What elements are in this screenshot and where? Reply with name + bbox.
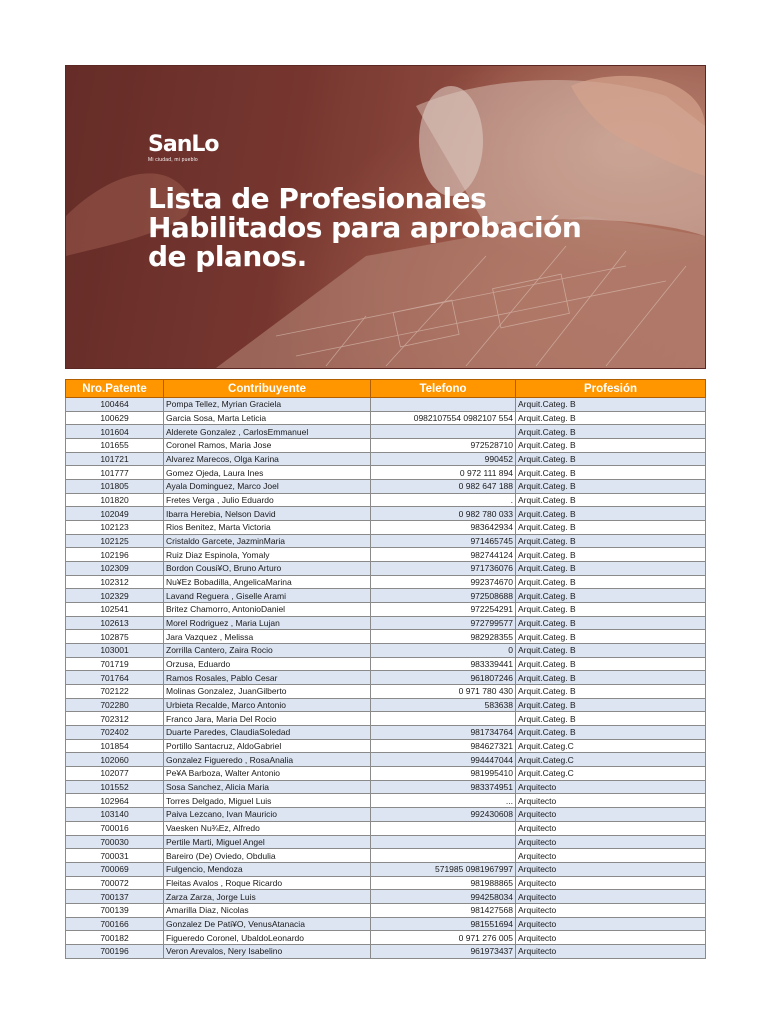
table-row — [66, 685, 706, 699]
patent-number-cell: 103140 — [66, 808, 164, 822]
patent-number-cell: 102123 — [66, 521, 164, 535]
patent-number-cell: 101552 — [66, 780, 164, 794]
patent-number-cell: 700072 — [66, 876, 164, 890]
table-row — [66, 452, 706, 466]
patent-number-cell: 101820 — [66, 493, 164, 507]
contributor-name-cell: Figueredo Coronel, UbaldoLeonardo — [164, 931, 371, 945]
table-row — [66, 562, 706, 576]
profession-cell: Arquit.Categ. B — [516, 411, 706, 425]
profession-cell: Arquitecto — [516, 862, 706, 876]
contributor-name-cell: Rios Benitez, Marta Victoria — [164, 521, 371, 535]
contributor-name-cell: Urbieta Recalde, Marco Antonio — [164, 698, 371, 712]
profession-cell: Arquit.Categ. B — [516, 644, 706, 658]
contributor-name-cell: Franco Jara, Maria Del Rocio — [164, 712, 371, 726]
contributor-name-cell: Zorrilla Cantero, Zaira Rocio — [164, 644, 371, 658]
patent-number-cell: 102196 — [66, 548, 164, 562]
phone-cell: 972254291 — [371, 603, 516, 617]
profession-cell: Arquitecto — [516, 931, 706, 945]
patent-number-cell: 101854 — [66, 739, 164, 753]
table-row — [66, 808, 706, 822]
table-row — [66, 931, 706, 945]
phone-cell: ... — [371, 794, 516, 808]
phone-cell: 992430608 — [371, 808, 516, 822]
profession-cell: Arquit.Categ. B — [516, 630, 706, 644]
contributor-name-cell: Ayala Dominguez, Marco Joel — [164, 480, 371, 494]
phone-cell: 983339441 — [371, 657, 516, 671]
patent-number-cell: 700069 — [66, 862, 164, 876]
contributor-name-cell: Veron Arevalos, Nery Isabelino — [164, 944, 371, 958]
contributor-name-cell: Coronel Ramos, Maria Jose — [164, 439, 371, 453]
phone-cell: 990452 — [371, 452, 516, 466]
contributor-name-cell: Vaesken Nu¾Ez, Alfredo — [164, 821, 371, 835]
table-header-row — [66, 380, 706, 398]
profession-cell: Arquitecto — [516, 835, 706, 849]
phone-cell: 981988865 — [371, 876, 516, 890]
contributor-name-cell: Jara Vazquez , Melissa — [164, 630, 371, 644]
patent-number-cell: 702280 — [66, 698, 164, 712]
table-row — [66, 398, 706, 412]
patent-number-cell: 101604 — [66, 425, 164, 439]
patent-number-cell: 101805 — [66, 480, 164, 494]
phone-cell: 971465745 — [371, 534, 516, 548]
phone-cell — [371, 835, 516, 849]
table-row — [66, 548, 706, 562]
profession-cell: Arquitecto — [516, 890, 706, 904]
table-row — [66, 944, 706, 958]
contributor-name-cell: Pompa Tellez, Myrian Graciela — [164, 398, 371, 412]
profession-cell: Arquitecto — [516, 808, 706, 822]
profession-cell: Arquit.Categ. B — [516, 685, 706, 699]
table-row — [66, 835, 706, 849]
profession-cell: Arquitecto — [516, 876, 706, 890]
phone-cell: 982744124 — [371, 548, 516, 562]
profession-cell: Arquit.Categ. B — [516, 521, 706, 535]
contributor-name-cell: Sosa Sanchez, Alicia Maria — [164, 780, 371, 794]
patent-number-cell: 102309 — [66, 562, 164, 576]
profession-cell: Arquit.Categ. B — [516, 466, 706, 480]
contributor-name-cell: Alvarez Marecos, Olga Karina — [164, 452, 371, 466]
patent-number-cell: 102060 — [66, 753, 164, 767]
phone-cell: . — [371, 493, 516, 507]
table-row — [66, 794, 706, 808]
header-banner — [65, 65, 706, 369]
phone-cell: 983374951 — [371, 780, 516, 794]
phone-cell: 994447044 — [371, 753, 516, 767]
profession-cell: Arquit.Categ. B — [516, 398, 706, 412]
table-row — [66, 671, 706, 685]
profession-cell: Arquitecto — [516, 944, 706, 958]
patent-number-cell: 102613 — [66, 616, 164, 630]
patent-number-cell: 101721 — [66, 452, 164, 466]
table-row — [66, 657, 706, 671]
phone-cell — [371, 821, 516, 835]
contributor-name-cell: Morel Rodriguez , Maria Lujan — [164, 616, 371, 630]
phone-cell: 0 — [371, 644, 516, 658]
contributor-name-cell: Fulgencio, Mendoza — [164, 862, 371, 876]
contributor-name-cell: Bordon Cousi¥O, Bruno Arturo — [164, 562, 371, 576]
table-row — [66, 589, 706, 603]
contributor-name-cell: Orzusa, Eduardo — [164, 657, 371, 671]
table-row — [66, 753, 706, 767]
table-row — [66, 767, 706, 781]
patent-number-cell: 102312 — [66, 575, 164, 589]
contributor-name-cell: Amarilla Diaz, Nicolas — [164, 903, 371, 917]
profession-cell: Arquit.Categ. B — [516, 603, 706, 617]
table-row — [66, 821, 706, 835]
phone-cell: 971736076 — [371, 562, 516, 576]
patent-number-cell: 701719 — [66, 657, 164, 671]
contributor-name-cell: Zarza Zarza, Jorge Luis — [164, 890, 371, 904]
phone-cell: 982928355 — [371, 630, 516, 644]
contributor-name-cell: Pe¥A Barboza, Walter Antonio — [164, 767, 371, 781]
profession-cell: Arquit.Categ. B — [516, 698, 706, 712]
contributor-name-cell: Garcia Sosa, Marta Leticia — [164, 411, 371, 425]
contributor-name-cell: Paiva Lezcano, Ivan Mauricio — [164, 808, 371, 822]
patent-number-cell: 702122 — [66, 685, 164, 699]
contributor-name-cell: Ruiz Diaz Espinola, Yomaly — [164, 548, 371, 562]
page-title — [148, 184, 581, 271]
patent-number-cell: 102329 — [66, 589, 164, 603]
title-line-2: Habilitados para aprobación — [148, 211, 582, 244]
header-profesion: Profesión — [516, 380, 706, 398]
table-row — [66, 603, 706, 617]
title-line-3: de planos. — [148, 240, 307, 273]
table-body — [66, 398, 706, 959]
phone-cell: 983642934 — [371, 521, 516, 535]
phone-cell: 961807246 — [371, 671, 516, 685]
contributor-name-cell: Nu¥Ez Bobadilla, AngelicaMarina — [164, 575, 371, 589]
patent-number-cell: 102077 — [66, 767, 164, 781]
patent-number-cell: 700196 — [66, 944, 164, 958]
patent-number-cell: 102964 — [66, 794, 164, 808]
table-row — [66, 411, 706, 425]
phone-cell — [371, 849, 516, 863]
table-row — [66, 712, 706, 726]
table-row — [66, 890, 706, 904]
profession-cell: Arquit.Categ. B — [516, 671, 706, 685]
profession-cell: Arquit.Categ. B — [516, 712, 706, 726]
contributor-name-cell: Ramos Rosales, Pablo Cesar — [164, 671, 371, 685]
patent-number-cell: 700030 — [66, 835, 164, 849]
phone-cell: 981734764 — [371, 726, 516, 740]
profession-cell: Arquit.Categ.C — [516, 739, 706, 753]
patent-number-cell: 102125 — [66, 534, 164, 548]
phone-cell — [371, 398, 516, 412]
profession-cell: Arquitecto — [516, 780, 706, 794]
contributor-name-cell: Portillo Santacruz, AldoGabriel — [164, 739, 371, 753]
phone-cell: 994258034 — [371, 890, 516, 904]
patent-number-cell: 700016 — [66, 821, 164, 835]
patent-number-cell: 702312 — [66, 712, 164, 726]
table-row — [66, 917, 706, 931]
phone-cell: 0982107554 0982107 554 — [371, 411, 516, 425]
patent-number-cell: 101777 — [66, 466, 164, 480]
professionals-table — [65, 379, 706, 959]
header-nro-patente: Nro.Patente — [66, 380, 164, 398]
profession-cell: Arquitecto — [516, 917, 706, 931]
contributor-name-cell: Fretes Verga , Julio Eduardo — [164, 493, 371, 507]
phone-cell: 984627321 — [371, 739, 516, 753]
contributor-name-cell: Cristaldo Garcete, JazminMaria — [164, 534, 371, 548]
patent-number-cell: 700031 — [66, 849, 164, 863]
table-row — [66, 466, 706, 480]
contributor-name-cell: Fleitas Avalos , Roque Ricardo — [164, 876, 371, 890]
contributor-name-cell: Gomez Ojeda, Laura Ines — [164, 466, 371, 480]
profession-cell: Arquit.Categ. B — [516, 562, 706, 576]
phone-cell: 583638 — [371, 698, 516, 712]
profession-cell: Arquit.Categ. B — [516, 616, 706, 630]
header-telefono: Telefono — [371, 380, 516, 398]
patent-number-cell: 103001 — [66, 644, 164, 658]
profession-cell: Arquit.Categ. B — [516, 507, 706, 521]
table-row — [66, 493, 706, 507]
profession-cell: Arquit.Categ. B — [516, 452, 706, 466]
phone-cell: 0 971 780 430 — [371, 685, 516, 699]
patent-number-cell: 700166 — [66, 917, 164, 931]
phone-cell: 0 972 111 894 — [371, 466, 516, 480]
table-row — [66, 439, 706, 453]
profession-cell: Arquit.Categ. B — [516, 480, 706, 494]
phone-cell: 981551694 — [371, 917, 516, 931]
contributor-name-cell: Alderete Gonzalez , CarlosEmmanuel — [164, 425, 371, 439]
profession-cell: Arquit.Categ. B — [516, 657, 706, 671]
table-row — [66, 616, 706, 630]
patent-number-cell: 101655 — [66, 439, 164, 453]
phone-cell: 981995410 — [371, 767, 516, 781]
header-contribuyente: Contribuyente — [164, 380, 371, 398]
phone-cell: 972508688 — [371, 589, 516, 603]
contributor-name-cell: Torres Delgado, Miguel Luis — [164, 794, 371, 808]
table-row — [66, 780, 706, 794]
contributor-name-cell: Duarte Paredes, ClaudiaSoledad — [164, 726, 371, 740]
table-row — [66, 575, 706, 589]
patent-number-cell: 700137 — [66, 890, 164, 904]
table-row — [66, 698, 706, 712]
contributor-name-cell: Gonzalez De Pati¥O, VenusAtanacia — [164, 917, 371, 931]
profession-cell: Arquit.Categ. B — [516, 425, 706, 439]
patent-number-cell: 700182 — [66, 931, 164, 945]
phone-cell: 972528710 — [371, 439, 516, 453]
profession-cell: Arquit.Categ. B — [516, 575, 706, 589]
profession-cell: Arquitecto — [516, 849, 706, 863]
table-row — [66, 862, 706, 876]
contributor-name-cell: Lavand Reguera , Giselle Arami — [164, 589, 371, 603]
table-row — [66, 739, 706, 753]
patent-number-cell: 100464 — [66, 398, 164, 412]
patent-number-cell: 102541 — [66, 603, 164, 617]
contributor-name-cell: Ibarra Herebia, Nelson David — [164, 507, 371, 521]
table-row — [66, 630, 706, 644]
profession-cell: Arquitecto — [516, 794, 706, 808]
title-line-1: Lista de Profesionales — [148, 182, 487, 215]
phone-cell — [371, 425, 516, 439]
municipality-logo — [148, 134, 219, 163]
profession-cell: Arquit.Categ. B — [516, 493, 706, 507]
logo-mark: SanLo — [148, 132, 219, 157]
phone-cell: 972799577 — [371, 616, 516, 630]
table-row — [66, 876, 706, 890]
contributor-name-cell: Britez Chamorro, AntonioDaniel — [164, 603, 371, 617]
phone-cell: 961973437 — [371, 944, 516, 958]
table-row — [66, 849, 706, 863]
contributor-name-cell: Bareiro (De) Oviedo, Obdulia — [164, 849, 371, 863]
phone-cell: 0 982 647 188 — [371, 480, 516, 494]
contributor-name-cell: Pertile Marti, Miguel Angel — [164, 835, 371, 849]
patent-number-cell: 102049 — [66, 507, 164, 521]
profession-cell: Arquitecto — [516, 903, 706, 917]
profession-cell: Arquit.Categ. B — [516, 548, 706, 562]
logo-tagline: Mi ciudad, mi pueblo — [148, 157, 198, 163]
phone-cell: 981427568 — [371, 903, 516, 917]
phone-cell: 571985 0981967997 — [371, 862, 516, 876]
table-row — [66, 425, 706, 439]
contributor-name-cell: Molinas Gonzalez, JuanGilberto — [164, 685, 371, 699]
patent-number-cell: 100629 — [66, 411, 164, 425]
profession-cell: Arquit.Categ.C — [516, 767, 706, 781]
profession-cell: Arquitecto — [516, 821, 706, 835]
profession-cell: Arquit.Categ. B — [516, 726, 706, 740]
phone-cell: 0 971 276 005 — [371, 931, 516, 945]
table-row — [66, 480, 706, 494]
patent-number-cell: 702402 — [66, 726, 164, 740]
profession-cell: Arquit.Categ. B — [516, 589, 706, 603]
phone-cell: 0 982 780 033 — [371, 507, 516, 521]
patent-number-cell: 701764 — [66, 671, 164, 685]
profession-cell: Arquit.Categ. B — [516, 534, 706, 548]
table-row — [66, 507, 706, 521]
profession-cell: Arquit.Categ.C — [516, 753, 706, 767]
table-row — [66, 903, 706, 917]
profession-cell: Arquit.Categ. B — [516, 439, 706, 453]
patent-number-cell: 102875 — [66, 630, 164, 644]
patent-number-cell: 700139 — [66, 903, 164, 917]
phone-cell — [371, 712, 516, 726]
table-row — [66, 726, 706, 740]
phone-cell: 992374670 — [371, 575, 516, 589]
table-row — [66, 644, 706, 658]
table-row — [66, 521, 706, 535]
contributor-name-cell: Gonzalez Figueredo , RosaAnalia — [164, 753, 371, 767]
table-row — [66, 534, 706, 548]
